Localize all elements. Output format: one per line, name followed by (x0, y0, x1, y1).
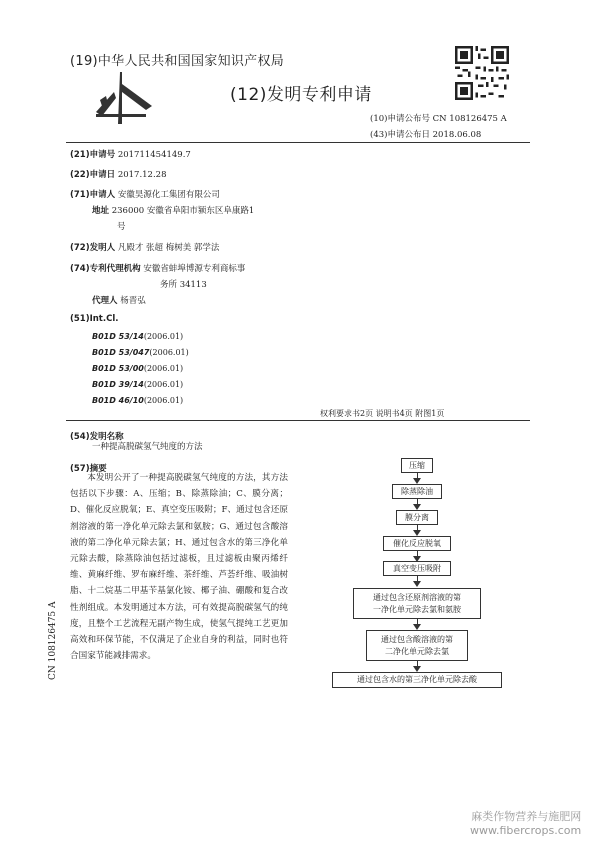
agent: 杨晋弘 (120, 296, 146, 306)
agent-label: 代理人 (92, 296, 118, 306)
header-divider (66, 142, 530, 143)
agent-row (92, 294, 146, 306)
flow-step-first-purification: 通过包含还原剂溶液的第 一净化单元除去氯和氨胺 (353, 588, 481, 619)
application-date: 2017.12.28 (117, 170, 167, 180)
section-divider (66, 420, 530, 421)
application-date-row (70, 168, 166, 180)
ipc-row: B01D 53/00(2006.01) (92, 364, 184, 373)
applicant-label: (71)申请人 (70, 190, 116, 200)
side-publication-number: CN 108126475 A (48, 601, 58, 680)
abstract-text: 本发明公开了一种提高脱碳氢气纯度的方法，其方法包括以下步骤：A、压缩；B、除蒸除油；C、膜分离；D、催化反应脱氧；E、真空变压吸附；F、通过包含还原剂溶液的第一净化单元除去氯和氨胺；G、通过包含酸溶液的第二净化单元除去氯；H、通过包含水的第三净化单元除去酸，除蒸除油包括过滤板，且过滤板由聚丙烯纤维、黄麻纤维、罗布麻纤维、茶纤维、芦荟纤维、吸油树脂、十二烷基二甲基苄基氯化铵、椰子油、硼酸和复合改性剂组成。本发明通过本方法，可有效提高脱碳氢气的纯度，且整个工艺流程无副产物生成，使氢气提纯工艺更加高效和环保节能，不仅满足了企业自身的利益，同时也符合国家节能减排需求。 (70, 473, 288, 662)
address-line2: 号 (117, 222, 126, 232)
flow-step-third-purification: 通过包含水的第三净化单元除去酸 (332, 672, 502, 688)
intcl-label: (51)Int.Cl. (70, 314, 119, 324)
ipc-row: B01D 53/14(2006.01) (92, 332, 184, 341)
inventor-row (70, 241, 219, 253)
ipc-row: B01D 39/14(2006.01) (92, 380, 184, 389)
flow-step-vacuum-psa: 真空变压吸附 (383, 561, 451, 576)
page-count-info: 权利要求书2页 说明书4页 附图1页 (320, 409, 445, 418)
agency-line1: 安徽省蚌埠博源专利商标事 (143, 264, 246, 274)
publication-date: (43)申请公布日 2018.06.08 (370, 130, 482, 140)
agency-label: (74)专利代理机构 (70, 264, 141, 274)
flow-arrow-icon (413, 581, 421, 587)
ipc-row: B01D 53/047(2006.01) (92, 348, 189, 357)
applicant: 安徽昊源化工集团有限公司 (117, 190, 220, 200)
address-line1: 236000 安徽省阜阳市颍东区阜康路1 (111, 206, 255, 216)
flow-step-second-purification: 通过包含酸溶液的第 二净化单元除去氯 (366, 630, 468, 661)
agency-row (70, 262, 245, 274)
agency-line2: 务所 34113 (160, 280, 207, 290)
title-label: (54)发明名称 (70, 432, 124, 442)
invention-title: 一种提高脱碳氢气纯度的方法 (92, 442, 203, 452)
patent-office-name: (19)中华人民共和国国家知识产权局 (70, 54, 285, 69)
watermark: 麻类作物营养与施肥网 www.fibercrops.com (470, 810, 582, 837)
document-type-title: (12)发明专利申请 (230, 85, 372, 105)
inventor-label: (72)发明人 (70, 243, 116, 253)
publication-number: (10)申请公布号 CN 108126475 A (370, 114, 507, 124)
application-number-row (70, 148, 191, 160)
abstract-label: (57)摘要 (70, 464, 107, 474)
ipc-row: B01D 46/10(2006.01) (92, 396, 184, 405)
address-row (92, 204, 254, 216)
address-label: 地址 (92, 206, 110, 216)
flow-step-deoxygenation: 催化反应脱氧 (383, 536, 451, 551)
applicant-row (70, 188, 220, 200)
qr-code-icon (455, 46, 509, 100)
flow-step-membrane: 膜分离 (396, 510, 438, 525)
flow-step-compress: 压缩 (401, 458, 433, 473)
flow-step-degreasing: 除蒸除油 (392, 484, 442, 499)
application-number-label: (21)申请号 (70, 150, 116, 160)
inventors: 凡殿才 张超 梅树美 郭学法 (117, 243, 220, 253)
application-number: 201711454149.7 (117, 150, 191, 160)
cnipa-logo-icon (92, 70, 156, 126)
application-date-label: (22)申请日 (70, 170, 116, 180)
